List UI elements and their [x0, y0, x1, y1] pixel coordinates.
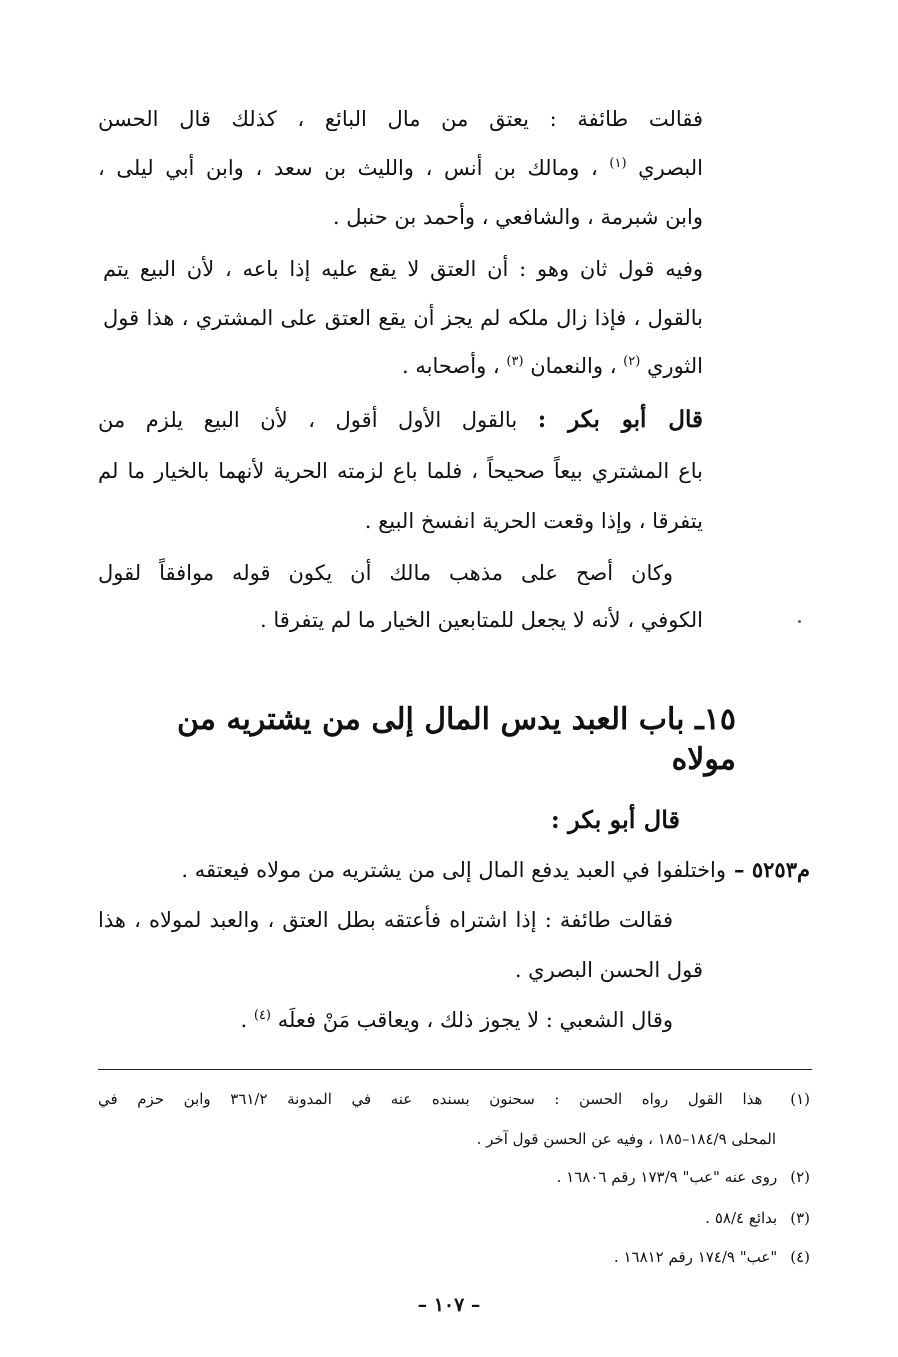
s-p1-line1: فقالت طائفة : إذا اشتراه فأعتقه بطل العتق ، والعبد لمولاه ، هذا — [98, 908, 673, 932]
section-speaker: قال أبو بكر : — [550, 805, 680, 834]
p1-line2 — [98, 153, 703, 183]
footnote-3-number: (٣) — [790, 1209, 810, 1227]
footnote-ref-1: (١) — [609, 156, 627, 171]
footnote-3 — [705, 1206, 810, 1230]
footnote-2-text: روى عنه "عب" ١٧٣/٩ رقم ١٦٨٠٦ . — [556, 1168, 778, 1186]
footnote-1-line2: المحلى ١٨٤/٩–١٨٥ ، وفيه عن الحسن قول آخر . — [476, 1130, 776, 1148]
p1-line3: وابن شبرمة ، والشافعي ، وأحمد بن حنبل . — [332, 205, 703, 229]
p1-line2-a: البصري — [638, 156, 703, 180]
p2-line1: وفيه قول ثان وهو : أن العتق لا يقع عليه إذا باعه ، لأن البيع يتم — [103, 257, 703, 281]
p2-line3 — [103, 351, 703, 381]
footnote-1-text: هذا القول رواه الحسن : سحنون بسنده عنه في المدونة ٣٦١/٢ وابن حزم في — [98, 1090, 763, 1108]
footnote-ref-4: (٤) — [253, 1008, 271, 1023]
issue-text: واختلفوا في العبد يدفع المال إلى من يشتريه من مولاه فيعتقه . — [181, 858, 727, 882]
p2-line2: بالقول ، فإذا زال ملكه لم يجز أن يقع العتق على المشتري ، هذا قول — [103, 306, 703, 330]
footnote-ref-2: (٢) — [623, 354, 641, 369]
footnote-2 — [557, 1165, 810, 1189]
footnote-4-number: (٤) — [790, 1248, 810, 1266]
footnote-4-text: "عب" ١٧٤/٩ رقم ١٦٨١٢ . — [613, 1248, 778, 1266]
footnote-1-number: (١) — [790, 1090, 810, 1108]
p3-line1 — [98, 405, 703, 435]
p4-line1: وكان أصح على مذهب مالك أن يكون قوله موافقاً لقول — [98, 561, 673, 585]
p4-line2: الكوفي ، لأنه لا يجعل للمتابعين الخيار ما لم يتفرقا . — [260, 608, 703, 632]
footnote-1-line1 — [98, 1087, 810, 1111]
footnote-separator — [98, 1069, 812, 1070]
footnote-2-number: (٢) — [790, 1168, 810, 1186]
p2-line3-a: الثوري — [647, 354, 703, 378]
s-p2-text: وقال الشعبي : لا يجوز ذلك ، ويعاقب مَنْ فعلَه — [277, 1008, 673, 1032]
p2-line3-b: ، والنعمان — [530, 354, 617, 378]
p3-line1-rest: بالقول الأول أقول ، لأن البيع يلزم من — [98, 408, 518, 432]
page-number: – ١٠٧ – — [417, 1294, 481, 1316]
s-p2-line — [98, 1005, 673, 1035]
footnote-4 — [614, 1245, 810, 1269]
stray-mark — [798, 620, 801, 623]
s-p1-line2: قول الحسن البصري . — [514, 958, 703, 982]
footnote-ref-3: (٣) — [506, 354, 524, 369]
p2-line3-c: ، وأصحابه . — [402, 354, 500, 378]
issue-number: م٥٢٥٣ – — [734, 857, 810, 882]
p3-line2: باع المشتري بيعاً صحيحاً ، فلما باع لزمته الحرية لأنهما بالخيار ما لم — [98, 459, 703, 483]
p3-line3: يتفرقا ، وإذا وقعت الحرية انفسخ البيع . — [364, 509, 703, 533]
p3-speaker: قال أبو بكر : — [537, 406, 704, 433]
chapter-heading: ١٥ـ باب العبد يدس المال إلى من يشتريه من مولاه — [177, 702, 736, 777]
s-p2-end: . — [240, 1008, 248, 1032]
p1-line1: فقالت طائفة : يعتق من مال البائع ، كذلك قال الحسن — [98, 107, 703, 131]
issue-line — [90, 855, 810, 885]
footnote-3-text: بدائع ٥٨/٤ . — [705, 1209, 778, 1227]
p1-line2-b: ، ومالك بن أنس ، والليث بن سعد ، وابن أبي ليلى ، — [98, 156, 598, 180]
